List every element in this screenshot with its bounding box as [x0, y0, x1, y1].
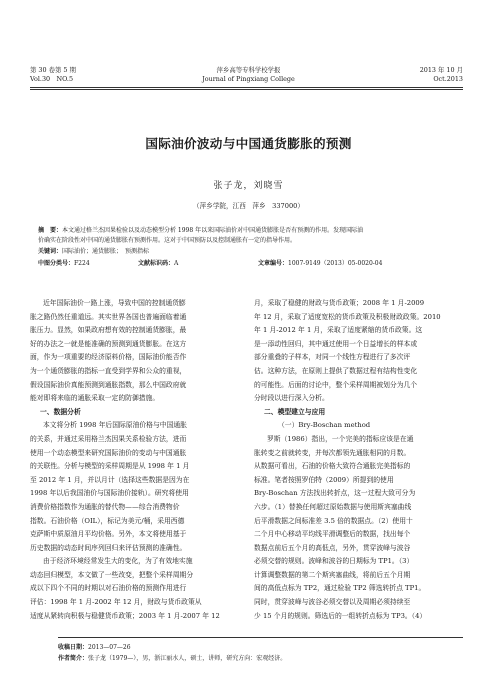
right-line: 间的高低点标为 TP2，通过检验 TP2 筛选转折点 TP1。	[254, 584, 426, 593]
left-line: 能对即将来临的通胀采取一定的防御措施。	[30, 394, 160, 403]
article-no-value: 1007-9149（2013）05-0020-04	[288, 259, 383, 267]
left-line: 成以下四个不同的时期以对石油价格的预测作用进行	[30, 584, 187, 593]
right-line: 估。这种方法，在原则上提供了数据过程有结构性变化	[254, 366, 418, 375]
right-line: 是一添动性回归，其中通过使用一个日益增长的样本或	[254, 339, 418, 348]
left-line: 本文将分析 1998 年后国际原油价格与中国通胀	[43, 421, 187, 430]
keywords-text: 国际油价；通货膨胀； 预测指标	[62, 248, 150, 255]
left-line: 适度从紧转向积极与稳健货币政策；2003 年 1 月-2007 年 12	[30, 611, 220, 620]
left-line: 历史数据的动态时间序列回归来评估预测的准确性。	[30, 543, 187, 552]
left-line: 的关系，并通过采用格兰杰因果关系检验方法，进而	[30, 434, 187, 443]
right-line: 部分重叠的子样本，对同一个线性方程进行了多次评	[254, 353, 411, 362]
right-line: Bry-Boschan 方法找出转折点，这一过程大致可分为	[254, 489, 416, 498]
left-line: 假设国际油价真能预测到通胀指数，那么中国政府就	[30, 380, 187, 389]
left-line: 近年国际油价一路上涨，导致中国的控制通货膨	[43, 299, 186, 307]
left-line: 至 2012 年 1 月，并以月计（选择这些数据是因为在	[30, 475, 190, 484]
journal-date-en: Oct.2013	[433, 75, 463, 83]
right-line: 数据点前后五个月的高低点，另外，贯穿波峰与波谷	[254, 543, 411, 552]
right-line: 年 1 月-2012 年 1 月，采取了适度紧缩的货币政策。这	[254, 326, 423, 335]
journal-name-en: Journal of Pingxiang College	[202, 75, 295, 83]
left-line: 消费价格指数作为通胀的替代物——综合消费物价	[30, 502, 180, 511]
left-line: 使用一个动态模型来研究国际油价的变动与中国通胀	[30, 448, 187, 457]
body-right-column	[254, 297, 466, 623]
right-line: 六步。（1）替换任何超过原始数据与使用斯宾塞曲线	[254, 502, 412, 511]
keywords-label: 关键词：	[38, 248, 63, 255]
article-no-label: 文章编号：	[258, 259, 289, 267]
right-line: 罗斯（1986）指出，一个完美的指标应该是在通	[267, 434, 414, 443]
right-line: 二个月中心移动平均线平滑调整后的数据，找出每个	[254, 530, 411, 539]
clc-label: 中图分类号：	[38, 259, 75, 267]
journal-date-cn: 2013 年 10 月	[419, 66, 463, 74]
section-heading-model: 二、模型建立与应用	[264, 407, 326, 416]
abstract-label: 摘 要：	[38, 227, 63, 234]
received-label: 收稿日期：	[58, 644, 89, 651]
right-line: 同时，贯穿波峰与波谷必须交替以及周期必须持续至	[254, 598, 411, 607]
abstract	[38, 226, 458, 270]
author-info: 张子龙（1979—），男，浙江丽水人，硕士，讲师，研究方向：宏观经济。	[88, 655, 287, 662]
classification-row	[38, 259, 458, 270]
footnote	[58, 642, 286, 664]
right-line: 从数据可看出，石油的价格大致符合通胀完美指标的	[254, 462, 411, 471]
journal-volume-cn: 第 30 卷第 5 期	[30, 66, 76, 74]
footnote-rule	[58, 637, 463, 638]
right-line: 必须交替的规则。波峰和波谷的日期标为 TP1。（3）	[254, 557, 414, 566]
received-date: 2013—07—26	[88, 644, 131, 651]
paper-affiliation: （萍乡学院，江西 萍乡 337000）	[193, 202, 304, 210]
left-line: 的关联性。分析与模型的采样周期是从 1998 年 1 月	[30, 462, 190, 471]
journal-volume-en: Vol.30 NO.5	[30, 75, 74, 83]
left-line: 动态回归模型，本文做了一些改变，把整个采样周期分	[30, 570, 194, 579]
right-line: 少 15 个月的规则。筛选后的一组转折点标为 TP3。（4）	[254, 611, 427, 620]
doc-code-label: 文献标识码：	[138, 259, 175, 267]
body-left-column	[30, 297, 242, 623]
paper-title: 国际油价波动与中国通货膨胀的预测	[145, 136, 352, 151]
left-line: 1998 年以后我国油价与国际油价接轨）。研究将使用	[30, 489, 189, 498]
section-heading-data-analysis: 一、数据分析	[40, 407, 81, 416]
author-info-label: 作者简介：	[58, 655, 89, 662]
paper-authors: 张子龙，刘晓雪	[213, 181, 284, 191]
subsection-heading-bry-boschan: （一）Bry-Boschan method	[278, 421, 371, 430]
left-line: 面，作为一项重要的经济原料价格，国际油价能否作	[30, 353, 187, 362]
right-line: 标准。笔者按照罗伯特（2009）所提到的使用	[254, 475, 394, 484]
left-line: 评估：1998 年 1 月-2002 年 12 月，财政与货币政策从	[30, 598, 202, 607]
right-line: 月，采取了稳健的财政与货币政策；2008 年 1 月-2009	[254, 299, 425, 307]
right-line: 的可能性。后面的讨论中，整个采样周期被划分为几个	[254, 380, 418, 389]
right-line: 年 12 月，采取了适度宽松的货币政策及积极财政政策。2010	[254, 312, 441, 321]
left-line: 指数。石油价格（OIL），标记为美元/桶，采用西德	[30, 516, 185, 525]
left-line: 为一个通货膨胀的指标一直受到学界和公众的重视，	[30, 366, 187, 375]
left-line: 胀之路仍然任重道远。其实世界各国也普遍面临着通	[30, 312, 187, 321]
left-line: 好的办法之一就是能准确的预测到通货膨胀。在这方	[30, 339, 187, 348]
header-rule	[30, 87, 463, 88]
clc-value: F224	[74, 259, 90, 267]
abstract-text-2: 价确实在阶段性对中国的通货膨胀有预测作用。这对于中国预防以及控制通胀有一定的指导作用。	[38, 236, 297, 244]
doc-code-value: A	[174, 259, 179, 267]
right-line: 计算调整数据的第二个斯宾塞曲线，将前后五个月期	[254, 570, 411, 579]
left-line: 胀压力。显然，如果政府想有效的控制通货膨胀，最	[30, 326, 187, 335]
right-line: 胀转变之前就转变，并每次都领先通胀相同的月数。	[254, 448, 411, 457]
right-line: 分时段以进行深入分析。	[254, 394, 329, 403]
journal-name-cn: 萍乡高等专科学校学报	[216, 66, 281, 74]
left-line: 由于经济环境经常发生大的变化，为了有效地实施	[43, 557, 193, 566]
abstract-text-1: 本文通过格兰杰因果检验以及动态模型分析 1998 年以来国际油价对中国通货膨胀是否有预测的作用。发现国际油	[62, 227, 364, 234]
right-line: 后平滑数据之间标准差 3.5 倍的数据点。（2）使用十	[254, 516, 413, 525]
journal-date	[420, 66, 463, 84]
left-line: 克萨斯中质原油月平均价格。另外，本文将使用基于	[30, 530, 187, 539]
header-rule-secondary	[30, 89, 463, 90]
